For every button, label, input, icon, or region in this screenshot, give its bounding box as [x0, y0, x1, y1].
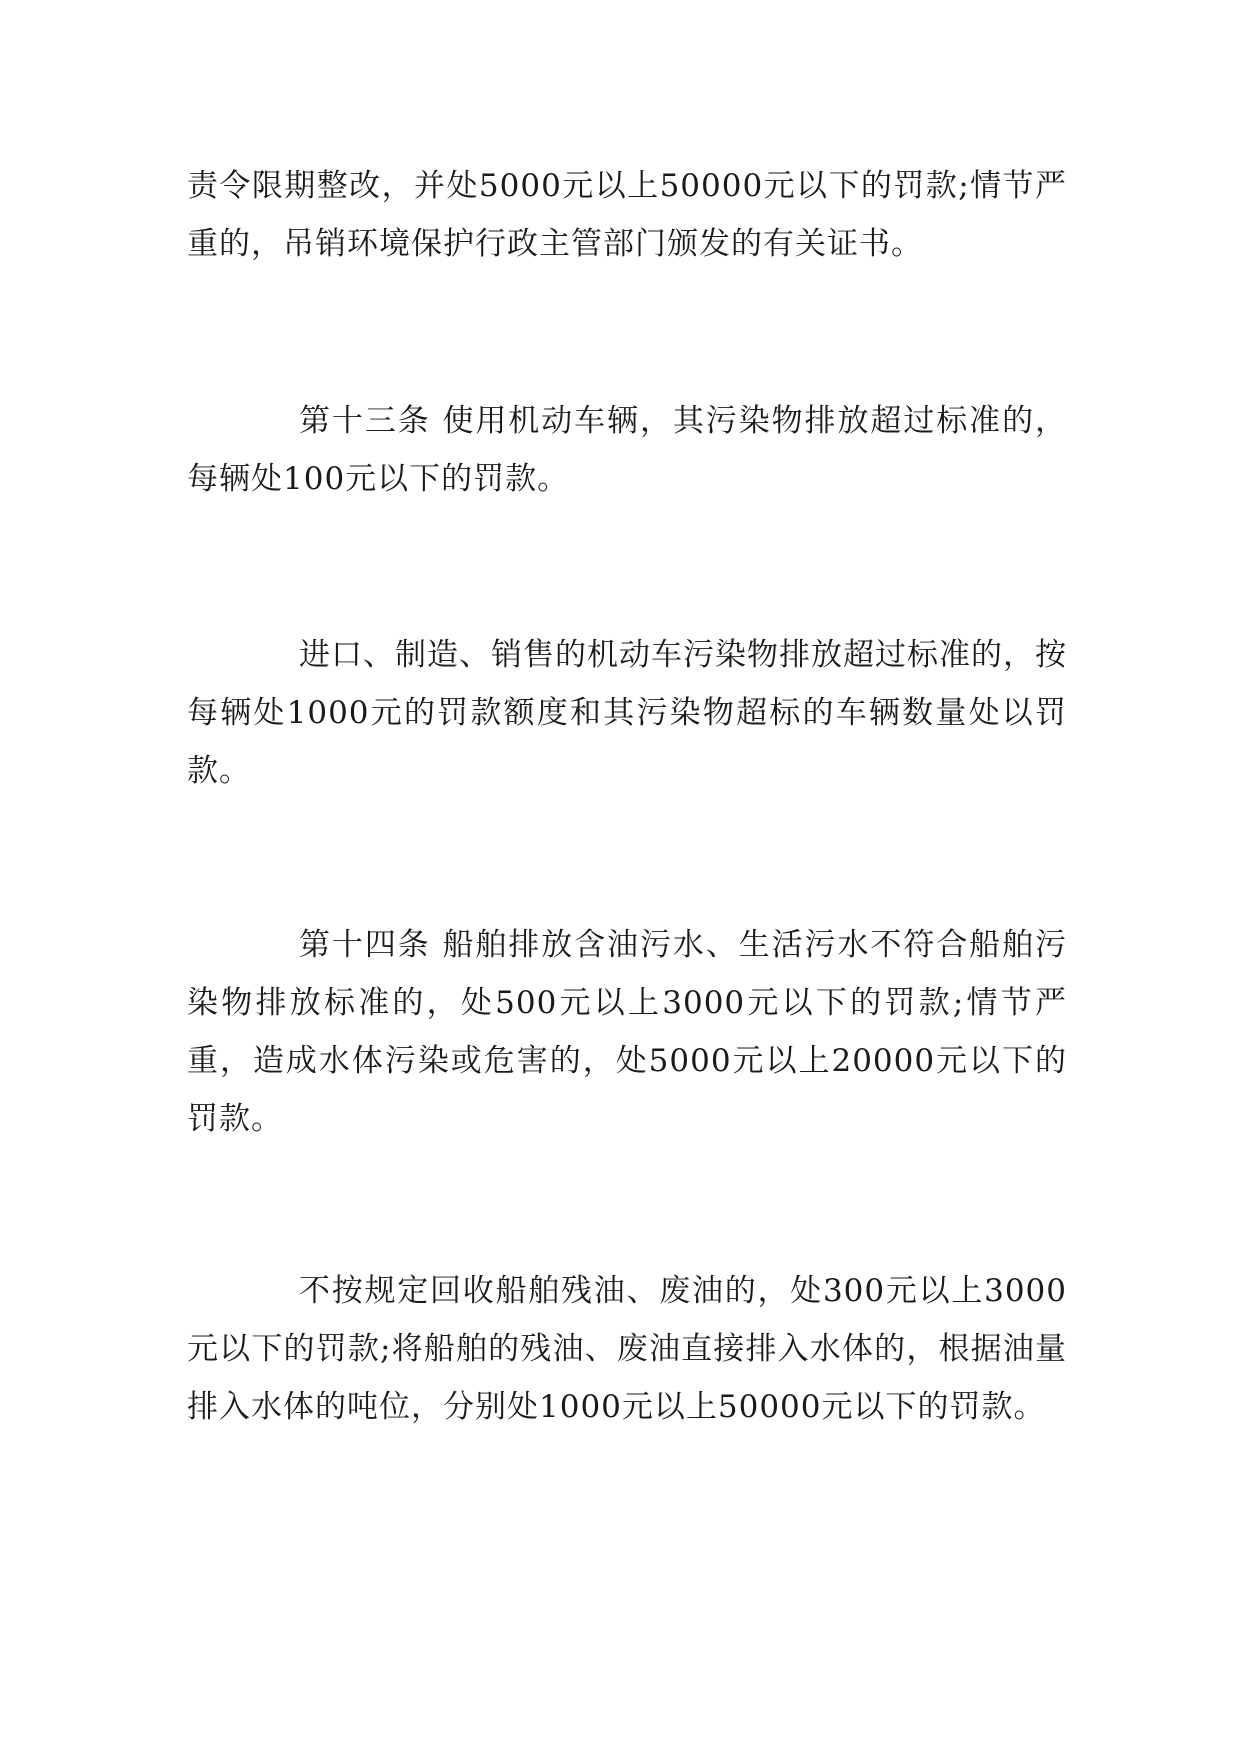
paragraph-waste-oil: 不按规定回收船舶残油、废油的，处300元以上3000元以下的罚款;将船舶的残油、废油直接排入水体的，根据油量排入水体的吨位，分别处1000元以上50000元以下的罚款。	[187, 1273, 1067, 1425]
paragraph-article-14: 第十四条 船舶排放含油污水、生活污水不符合船舶污染物排放标准的，处500元以上3000元以下的罚款;情节严重，造成水体污染或危害的，处5000元以上20000元以下的罚款。	[187, 927, 1067, 1137]
paragraph-article-13: 第十三条 使用机动车辆，其污染物排放超过标准的，每辆处100元以下的罚款。	[187, 403, 1067, 497]
paragraph-continuation: 责令限期整改，并处5000元以上50000元以下的罚款;情节严重的，吊销环境保护行政主管部门颁发的有关证书。	[187, 168, 1067, 262]
paragraph-vehicle-import: 进口、制造、销售的机动车污染物排放超过标准的，按每辆处1000元的罚款额度和其污染物超标的车辆数量处以罚款。	[187, 637, 1067, 789]
